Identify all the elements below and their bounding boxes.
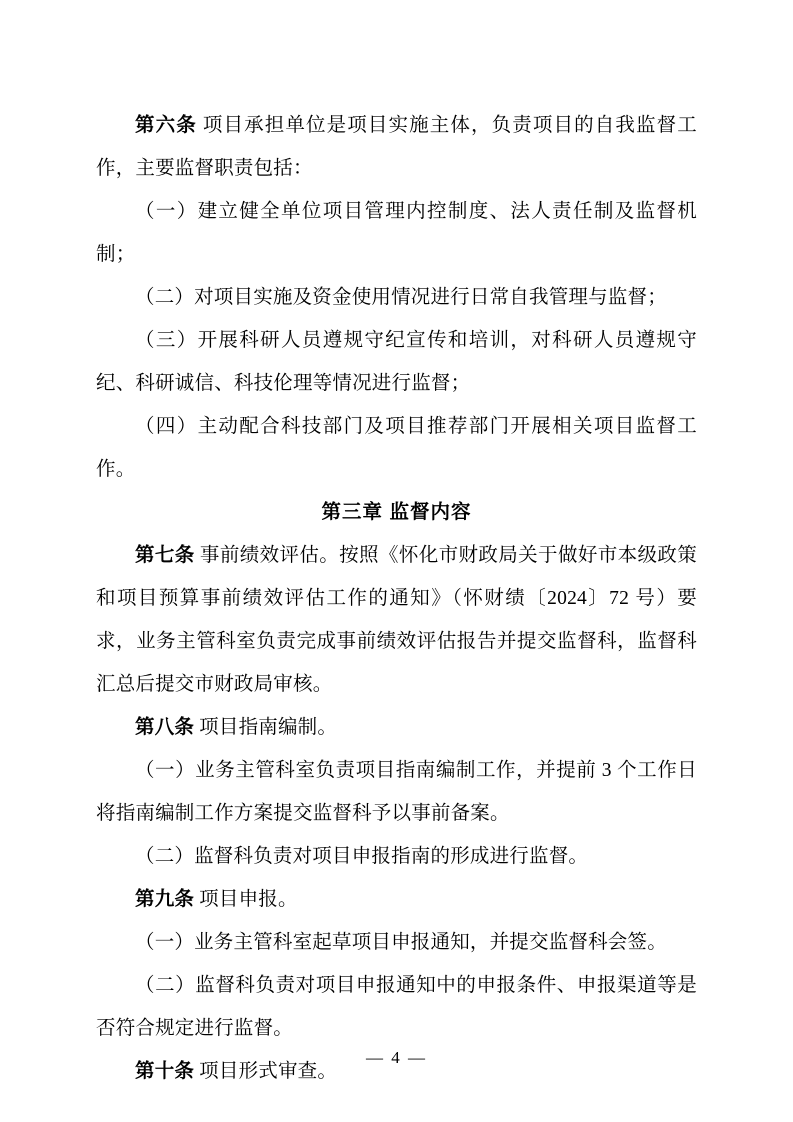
article-label: 第九条 xyxy=(135,889,195,910)
paragraph-text: （一）业务主管科室起草项目申报通知，并提交监督科会签。 xyxy=(135,932,667,953)
document-body xyxy=(96,104,697,1093)
list-item-paragraph xyxy=(96,405,697,491)
article-label: 第八条 xyxy=(135,717,195,738)
paragraph-text: （二）对项目实施及资金使用情况进行日常自我管理与监督； xyxy=(135,287,667,308)
paragraph-text: 项目申报。 xyxy=(194,889,298,910)
paragraph-text: （二）监督科负责对项目申报通知中的申报条件、申报渠道等是否符合规定进行监督。 xyxy=(96,975,697,1039)
page-footer xyxy=(0,1048,793,1068)
paragraph-text: （二）监督科负责对项目申报指南的形成进行监督。 xyxy=(135,846,589,867)
paragraph-text: 项目指南编制。 xyxy=(194,717,338,738)
paragraph-text: 事前绩效评估。按照《怀化市财政局关于做好市本级政策和项目预算事前绩效评估工作的通知》（怀财绩〔2024〕72 号）要求，业务主管科室负责完成事前绩效评估报告并提交监督科，监督科汇总后提交市财政局审核。 xyxy=(96,545,697,695)
paragraph-text: （三）开展科研人员遵规守纪宣传和培训，对科研人员遵规守纪、科研诚信、科技伦理等情况进行监督； xyxy=(96,330,697,394)
page-number: — 4 — xyxy=(366,1048,427,1067)
list-item-paragraph xyxy=(96,749,697,835)
article-label: 第六条 xyxy=(135,115,197,136)
list-item-paragraph xyxy=(96,964,697,1050)
article-paragraph xyxy=(96,706,697,749)
list-item-paragraph xyxy=(96,319,697,405)
article-label: 第七条 xyxy=(135,545,195,566)
paragraph-text: 项目形式审查。 xyxy=(194,1061,338,1082)
paragraph-text: 项目承担单位是项目实施主体，负责项目的自我监督工作，主要监督职责包括： xyxy=(96,115,697,179)
list-item-paragraph xyxy=(96,921,697,964)
article-paragraph xyxy=(96,534,697,706)
list-item-paragraph xyxy=(96,190,697,276)
paragraph-text: （四）主动配合科技部门及项目推荐部门开展相关项目监督工作。 xyxy=(96,416,697,480)
list-item-paragraph xyxy=(96,276,697,319)
list-item-paragraph xyxy=(96,835,697,878)
article-paragraph xyxy=(96,878,697,921)
paragraph-text: （一）建立健全单位项目管理内控制度、法人责任制及监督机制； xyxy=(96,201,697,265)
paragraph-text: （一）业务主管科室负责项目指南编制工作，并提前 3 个工作日将指南编制工作方案提交监督科予以事前备案。 xyxy=(96,760,697,824)
article-paragraph xyxy=(96,104,697,190)
chapter-heading: 第三章 监督内容 xyxy=(321,501,472,523)
article-label: 第十条 xyxy=(135,1061,195,1082)
